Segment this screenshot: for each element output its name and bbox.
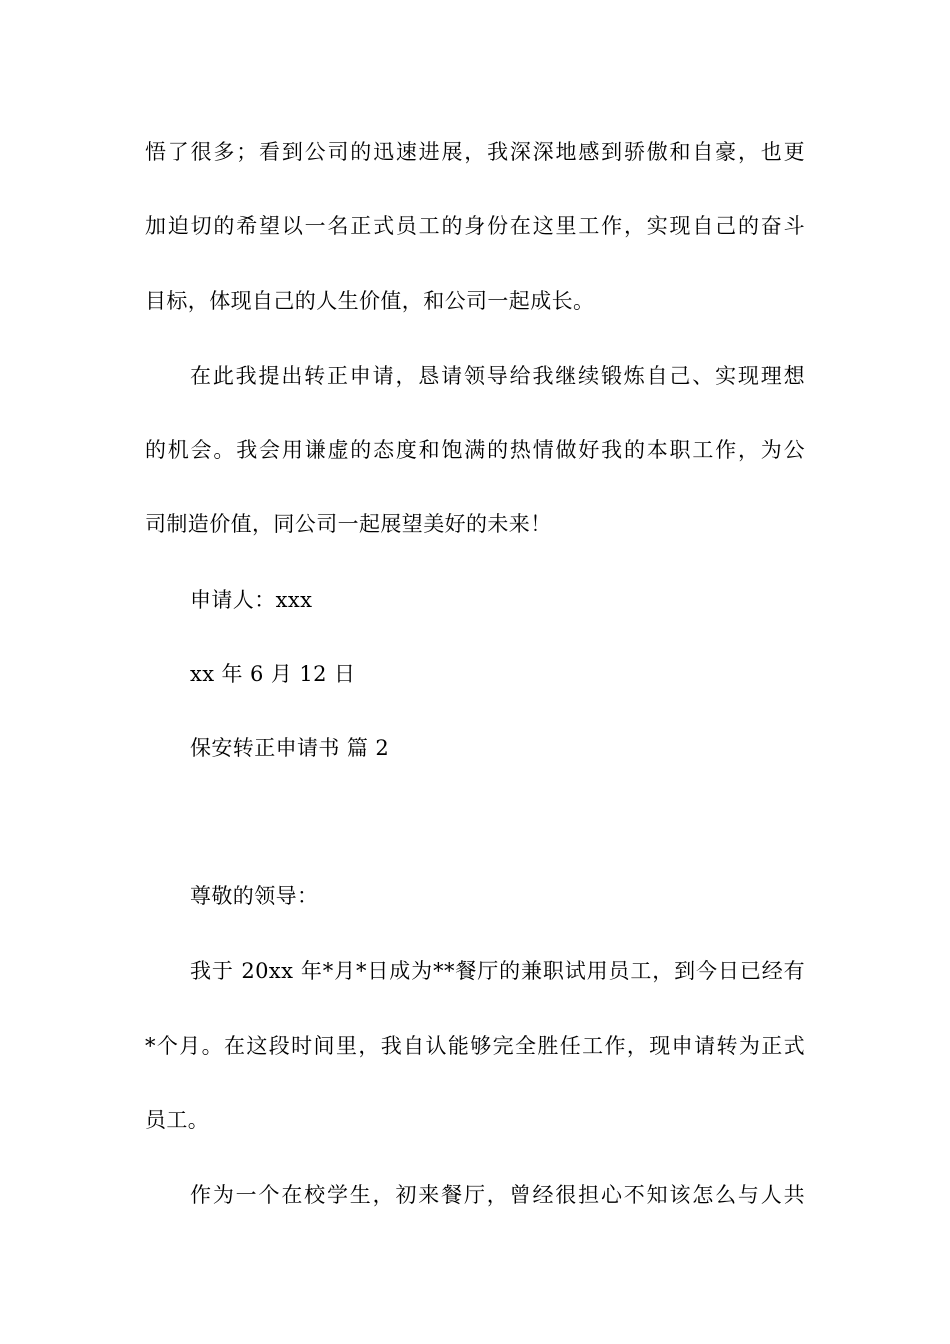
application-date: xx 年 6 月 12 日 — [190, 662, 356, 686]
paragraph-2-line-3: 司制造价值，同公司一起展望美好的未来！ — [145, 512, 552, 536]
salutation: 尊敬的领导： — [190, 884, 319, 908]
paragraph-3-line-2: *个月。在这段时间里，我自认能够完全胜任工作，现申请转为正式 — [145, 1034, 805, 1058]
paragraph-3-line-3: 员工。 — [145, 1108, 210, 1132]
paragraph-4-line-1: 作为一个在校学生，初来餐厅，曾经很担心不知该怎么与人共 — [190, 1183, 805, 1207]
paragraph-1-line-1: 悟了很多；看到公司的迅速进展，我深深地感到骄傲和自豪，也更 — [145, 140, 805, 164]
paragraph-3-line-1: 我于 20xx 年*月*日成为**餐厅的兼职试用员工，到今日已经有 — [190, 959, 805, 983]
applicant-signature: 申请人：xxx — [190, 588, 313, 612]
section-title: 保安转正申请书 篇 2 — [190, 736, 390, 760]
paragraph-1-line-3: 目标，体现自己的人生价值，和公司一起成长。 — [145, 289, 595, 313]
paragraph-2-line-2: 的机会。我会用谦虚的态度和饱满的热情做好我的本职工作，为公 — [145, 438, 805, 462]
paragraph-1-line-2: 加迫切的希望以一名正式员工的身份在这里工作，实现自己的奋斗 — [145, 214, 805, 238]
paragraph-2-line-1: 在此我提出转正申请，恳请领导给我继续锻炼自己、实现理想 — [190, 364, 805, 388]
